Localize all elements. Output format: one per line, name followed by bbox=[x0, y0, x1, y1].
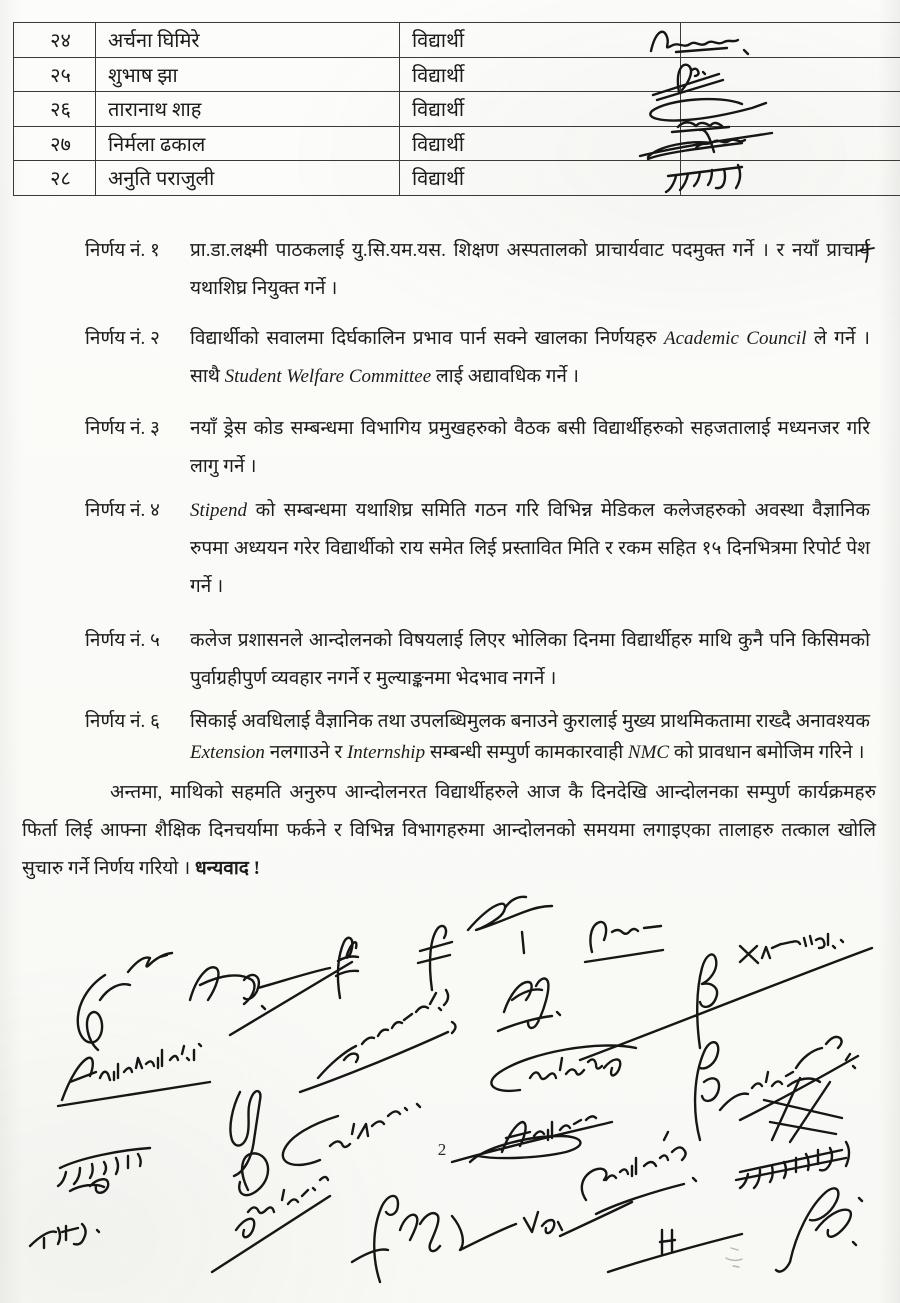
decision-text: सिकाई अवधिलाई वैज्ञानिक तथा उपलब्धिमुलक बनाउने कुरालाई मुख्य प्राथमिकतामा राख्दै अनावश्यक Extension नलगाउने र Internship सम्बन्धी सम्पुर्ण कामकारवाही NMC को प्रावधान बमोजिम गरिने । bbox=[190, 711, 870, 763]
signature bbox=[452, 1116, 612, 1162]
table-row bbox=[14, 23, 900, 58]
decision-label: निर्णय नं. ४ bbox=[85, 500, 160, 521]
signature bbox=[58, 1148, 150, 1193]
signature bbox=[230, 1091, 260, 1176]
role-cell: विद्यार्थी bbox=[400, 57, 681, 92]
signature bbox=[764, 1078, 842, 1142]
table-row bbox=[14, 92, 900, 127]
role-cell: विद्यार्थी bbox=[400, 161, 681, 196]
role-cell: विद्यार्थी bbox=[400, 126, 681, 161]
decision-label: निर्णय नं. २ bbox=[85, 328, 160, 349]
signature bbox=[212, 1153, 330, 1272]
signature bbox=[30, 1224, 99, 1248]
signature bbox=[418, 926, 452, 990]
decision-text: कलेज प्रशासनले आन्दोलनको विषयलाई लिएर भोलिका दिनमा विद्यार्थीहरु माथि कुनै पनि किसिमको पुर्वाग्रहीपुर्ण व्यवहार नगर्ने र मुल्याङ्कनमा भेदभाव नगर्ने । bbox=[190, 630, 870, 689]
name-cell: अर्चना घिमिरे bbox=[96, 23, 400, 58]
decision-4 bbox=[0, 492, 900, 606]
signature bbox=[468, 897, 552, 953]
serial-cell: २४ bbox=[14, 23, 96, 58]
signature-cell bbox=[681, 57, 900, 92]
decision-text: Stipend को सम्बन्धमा यथाशिघ्र समिति गठन गरि विभिन्न मेडिकल कलेजहरुको अवस्था वैज्ञानिक रुपमा अध्ययन गरेर विद्यार्थीको राय समेत लिई प्रस्तावित मिति र रकम सहित १५ दिनभित्रमा रिपोर्ट पेश गर्ने । bbox=[190, 500, 870, 597]
signature bbox=[336, 938, 358, 998]
serial-cell: २८ bbox=[14, 161, 96, 196]
signature bbox=[190, 962, 352, 1035]
serial-cell: २७ bbox=[14, 126, 96, 161]
decision-5 bbox=[0, 622, 900, 698]
signature bbox=[452, 1202, 632, 1250]
signature-cell bbox=[681, 23, 900, 58]
signature bbox=[58, 1044, 210, 1106]
name-cell: तारानाथ शाह bbox=[96, 92, 400, 127]
decision-3 bbox=[0, 410, 900, 486]
name-cell: अनुति पराजुली bbox=[96, 161, 400, 196]
signature bbox=[352, 1196, 440, 1282]
signature-cell bbox=[681, 92, 900, 127]
decisions-section bbox=[0, 198, 900, 888]
decision-text: नयाँ ड्रेस कोड सम्बन्धमा विभागिय प्रमुखहरुको वैठक बसी विद्यार्थीहरुको सहजतालाई मध्यनजर गरि लागु गर्ने । bbox=[190, 418, 870, 477]
decision-label: निर्णय नं. ३ bbox=[85, 418, 160, 439]
scan-smudge bbox=[726, 1248, 742, 1267]
signature bbox=[498, 979, 560, 1031]
table-row bbox=[14, 57, 900, 92]
decision-6 bbox=[0, 706, 900, 768]
table-row bbox=[14, 126, 900, 161]
signature bbox=[695, 1037, 858, 1140]
decision-label: निर्णय नं. ६ bbox=[85, 711, 160, 732]
signature bbox=[300, 990, 456, 1092]
serial-cell: २६ bbox=[14, 92, 96, 127]
signature bbox=[78, 975, 130, 1050]
signature bbox=[491, 1045, 636, 1090]
signature bbox=[608, 1230, 742, 1272]
attendee-table bbox=[13, 22, 900, 196]
role-cell: विद्यार्थी bbox=[400, 23, 681, 58]
signature-cell bbox=[681, 161, 900, 196]
signature bbox=[128, 953, 172, 972]
signature bbox=[580, 934, 872, 1060]
decision-text: विद्यार्थीको सवालमा दिर्घकालिन प्रभाव पार्न सक्ने खालका निर्णयहरु Academic Council ले गर्ने । साथै Student Welfare Committee लाई अद्यावधिक गर्ने । bbox=[190, 328, 870, 387]
decision-label: निर्णय नं. ५ bbox=[85, 630, 160, 651]
name-cell: निर्मला ढकाल bbox=[96, 126, 400, 161]
signature bbox=[283, 1104, 420, 1165]
serial-cell: २५ bbox=[14, 57, 96, 92]
signature bbox=[776, 1188, 862, 1271]
signature bbox=[736, 1142, 849, 1188]
decision-text: प्रा.डा.लक्ष्मी पाठकलाई यु.सि.यम.यस. शिक्षण अस्पतालको प्राचार्यवाट पदमुक्त गर्ने । र नयाँ प्राचार्य यथाशिघ्र नियुक्त गर्ने । bbox=[190, 240, 870, 299]
role-cell: विद्यार्थी bbox=[400, 92, 681, 127]
closing-paragraph: अन्तमा, माथिको सहमति अनुरुप आन्दोलनरत विद्यार्थीहरुले आज कै दिनदेखि आन्दोलनका सम्पुर्ण कार्यक्रमहरु फिर्ता लिई आफ्ना शैक्षिक दिनचर्यामा फर्कने र विभिन्न विभागहरुमा आन्दोलनको समयमा लगाइएका तालाहरु तत्काल खोलि सुचारु गर्ने निर्णय गरियो । धन्यवाद ! bbox=[22, 782, 876, 879]
decision-2 bbox=[0, 320, 900, 396]
table-row bbox=[14, 161, 900, 196]
decision-1 bbox=[0, 232, 900, 308]
signature bbox=[582, 1132, 696, 1214]
decision-label: निर्णय नं. १ bbox=[85, 240, 160, 261]
name-cell: शुभाष झा bbox=[96, 57, 400, 92]
signature bbox=[585, 922, 663, 962]
signature-cell bbox=[681, 126, 900, 161]
page-number: 2 bbox=[437, 1140, 447, 1159]
